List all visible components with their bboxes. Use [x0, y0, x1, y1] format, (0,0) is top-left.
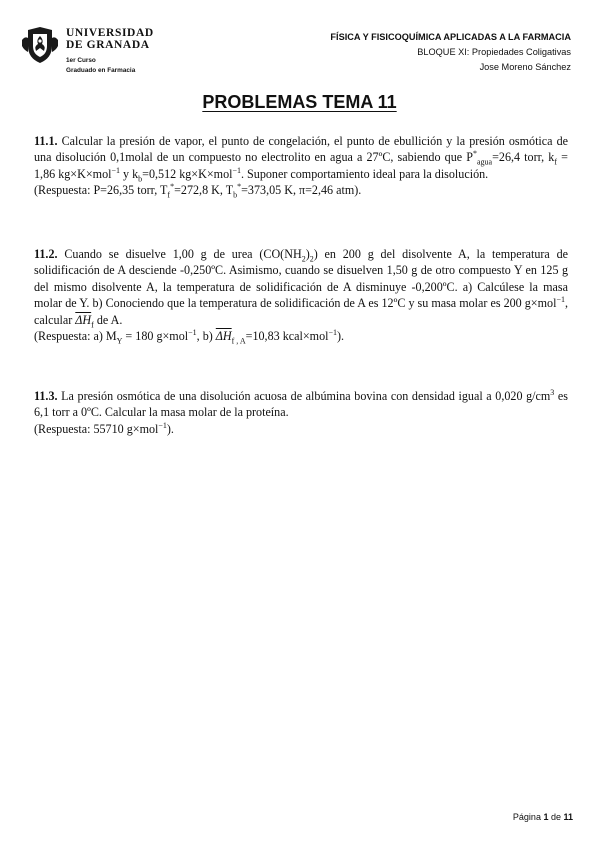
problem-answer: [34, 182, 568, 198]
degree-name: Graduado en Farmacia: [66, 67, 136, 74]
university-header: [20, 26, 180, 76]
subscript: Y: [116, 336, 123, 346]
document-header-info: [330, 30, 571, 75]
problem-statement: [34, 388, 568, 421]
superscript: −1: [111, 165, 120, 175]
subscript: f: [91, 320, 94, 330]
problem-text: Calcular la presión de vapor, el punto de congelación, el punto de ebullición y la presión osmótica de una disolución 0,1molal de un compuesto no electrolito en agua a 27ºC, sabiendo que P: [34, 134, 568, 165]
subscript: 2: [309, 254, 314, 264]
page-label: Página: [512, 812, 544, 822]
answer-text: (Respuesta: 55710 g×mol: [34, 421, 159, 436]
superscript: −1: [328, 328, 337, 337]
page-current: 1: [543, 812, 549, 822]
answer-text: ).: [166, 421, 174, 436]
problem-number: 11.2.: [34, 247, 58, 261]
problem-text: =0,512 kg×K×mol: [142, 166, 233, 181]
problem-text: ): [305, 247, 310, 261]
answer-text: (Respuesta: P=26,35 torr, T: [34, 183, 168, 198]
problem-text: La presión osmótica de una disolución acuosa de albúmina bovina con densidad igual a 0,020 g/cm: [57, 389, 551, 403]
problem-text: de A.: [93, 312, 123, 327]
superscript: *: [170, 182, 175, 192]
problem-answer: [34, 421, 568, 437]
problem-number: 11.1.: [34, 134, 58, 148]
answer-text: (Respuesta: a) M: [34, 329, 117, 344]
problem-statement: [34, 133, 568, 182]
superscript: *: [237, 182, 242, 192]
answer-text: =10,83 kcal×mol: [245, 329, 329, 344]
page-title: PROBLEMAS TEMA 11: [202, 92, 397, 112]
problem-text: ) en 200 g del disolvente A, la temperatura de solidificación de A desciende -0,250ºC. Asimismo, cuando se disuelven 1,50 g de otro compuesto Y en 125 g del mismo disolvente A, la temperatura de solidificación de A disminuye -0,200ºC. a) Calcúlese la masa molar de Y. b) Conociendo que la temperatura de solidificación de A es 12ºC y su masa molar es 200 g×mol: [34, 247, 568, 311]
university-name-line1: UNIVERSIDAD: [66, 27, 154, 39]
problem-text: =26,4 torr, k: [492, 150, 555, 165]
page-footer: [513, 812, 573, 822]
problem-statement: [34, 246, 568, 328]
problem-number: 11.3.: [34, 389, 58, 403]
superscript: −1: [188, 328, 197, 337]
problem-11-2: [34, 246, 568, 344]
subscript: agua: [476, 157, 493, 167]
problem-answer: [34, 328, 568, 344]
superscript: −1: [556, 295, 565, 305]
problem-11-1: [34, 133, 568, 199]
superscript: *: [472, 149, 477, 159]
problem-text: es 6,1 torr a 0ºC. Calcular la masa molar de la proteína.: [34, 389, 568, 420]
author-name: Jose Moreno Sánchez: [479, 62, 571, 72]
superscript: 3: [550, 387, 555, 397]
course-year: 1er Curso: [66, 57, 96, 64]
answer-text: ).: [337, 329, 345, 344]
problem-text: . Suponer comportamiento ideal para la disolución.: [241, 166, 489, 181]
subscript: 2: [301, 254, 306, 264]
problem-text: = 1,86 kg×K×mol: [34, 150, 568, 181]
subscript: f , A: [231, 336, 246, 346]
enthalpy-symbol: $\overline{\Delta H}$: [215, 329, 232, 344]
answer-text: =272,8 K, T: [174, 183, 234, 198]
problem-text: , calcular: [34, 296, 568, 327]
problem-text: y k: [120, 166, 139, 181]
subject-title: FÍSICA Y FISICOQUÍMICA APLICADAS A LA FARMACIA: [330, 32, 571, 42]
subscript: b: [233, 190, 238, 200]
page-total: 11: [563, 812, 573, 822]
problem-11-3: [34, 388, 568, 437]
superscript: −1: [232, 165, 241, 175]
enthalpy-symbol: $\overline{\Delta H}$: [75, 312, 92, 327]
university-crest-logo: [20, 26, 60, 64]
subscript: f: [554, 157, 558, 167]
answer-text: = 180 g×mol: [122, 329, 189, 344]
block-title: BLOQUE XI: Propiedades Coligativas: [417, 47, 571, 57]
answer-text: , b): [196, 329, 216, 344]
answer-text: =373,05 K, π=2,46 atm).: [241, 183, 362, 198]
problem-text: Cuando se disuelve 1,00 g de urea (CO(NH: [57, 247, 302, 261]
superscript: −1: [158, 420, 167, 430]
subscript: b: [138, 174, 143, 184]
page-of-label: de: [548, 812, 564, 822]
university-name-line2: DE GRANADA: [66, 39, 150, 51]
subscript: f: [167, 190, 171, 200]
